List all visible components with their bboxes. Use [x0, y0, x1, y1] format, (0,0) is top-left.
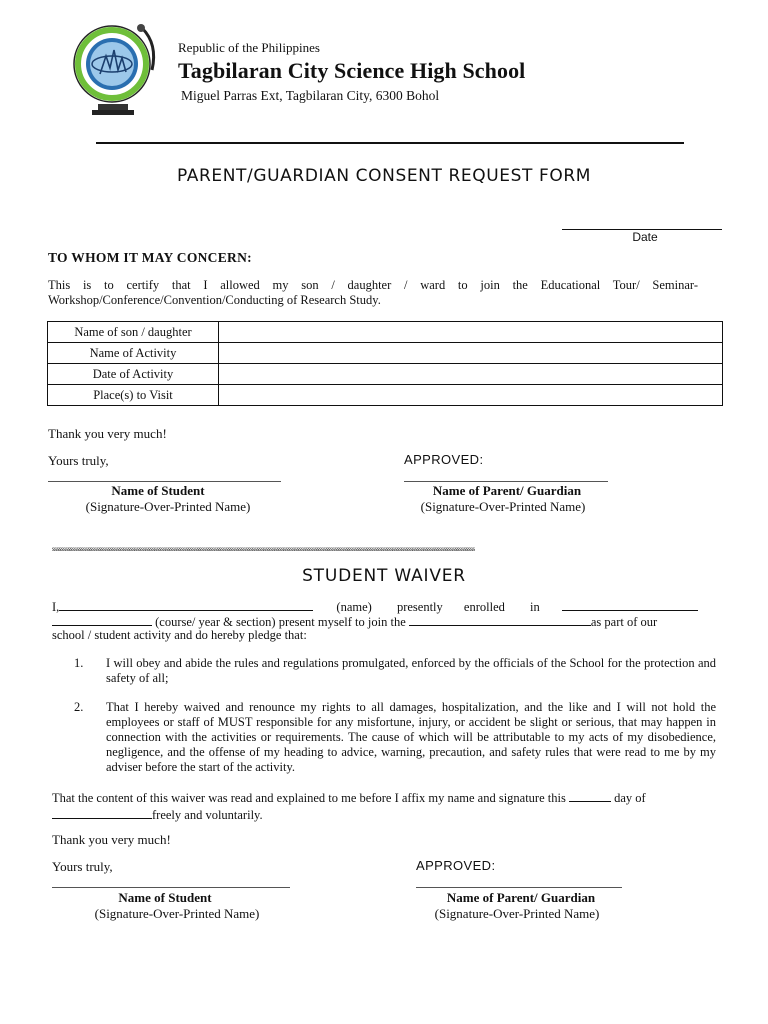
- thank-you-text: Thank you very much!: [48, 426, 167, 441]
- waiver-parent-signature-line[interactable]: [416, 887, 622, 888]
- cut-separator: ssssssssssssssssssssssssssssssssssssssssssssssssssssssssssssssssssssssssssssssssssssssssssssssssssssssssssssssssssssssssssssssssssssssssssssssssssssssssssssssssssssssssssssssssssssssssssssss: [52, 545, 475, 553]
- waiver-as-part-text: as part of our: [590, 615, 658, 629]
- activity-blank[interactable]: [409, 613, 591, 626]
- waiver-thank-you-text: Thank you very much!: [52, 832, 171, 847]
- waiver-in-text: in: [530, 600, 540, 614]
- table-row-label: Name of Activity: [48, 343, 219, 364]
- waiver-item-text: That I hereby waived and renounce my rights to all damages, hospitalization, and the like and I will not hold the employees or staff of MUST responsible for any misfortune, injury, or accident be slight or serious, that may happen in connection with the activities or requirements. The cause of which will be attributable to my acts of my disobedience, negligence, and the offense of my heading to advice, warning, precaution, and safety rules that were read to me by my adviser before the start of the activity.: [106, 700, 716, 774]
- course-section-blank[interactable]: [52, 613, 152, 626]
- waiver-title: STUDENT WAIVER: [302, 566, 466, 586]
- waiver-name-label: (name): [336, 600, 372, 614]
- waiver-line-3: school / student activity and do hereby pledge that:: [52, 628, 307, 642]
- activity-name-field[interactable]: [219, 343, 723, 364]
- table-row: [48, 322, 723, 343]
- table-row: [48, 385, 723, 406]
- student-signature-label: Name of Student: [111, 483, 205, 498]
- waiver-present-text: present myself to join the: [278, 615, 406, 629]
- school-seal-logo: [72, 20, 162, 118]
- activity-details-table: [47, 321, 723, 406]
- waiver-student-signature-label: Name of Student: [118, 890, 212, 905]
- activity-date-field[interactable]: [219, 364, 723, 385]
- waiver-parent-signature-label: Name of Parent/ Guardian: [446, 890, 596, 905]
- parent-signature-caption: (Signature-Over-Printed Name): [420, 499, 586, 514]
- waiver-yours-truly-text: Yours truly,: [52, 859, 113, 874]
- waiver-item-1: [74, 656, 716, 686]
- waiver-student-signature-caption: (Signature-Over-Printed Name): [94, 906, 260, 921]
- table-row-label: Name of son / daughter: [48, 322, 219, 343]
- yours-truly-text: Yours truly,: [48, 453, 109, 468]
- waiver-presently-text: presently: [396, 600, 443, 614]
- school-name: Tagbilaran City Science High School: [178, 58, 526, 83]
- school-address: Miguel Parras Ext, Tagbilaran City, 6300 Bohol: [181, 88, 440, 103]
- waiver-course-label: (course/ year & section): [155, 615, 276, 629]
- student-name-field[interactable]: [219, 322, 723, 343]
- waiver-parent-signature-caption: (Signature-Over-Printed Name): [434, 906, 600, 921]
- student-signature-line[interactable]: [48, 481, 281, 482]
- student-name-blank[interactable]: [59, 598, 313, 611]
- table-row: [48, 343, 723, 364]
- content-text-part1: That the content of this waiver was read and explained to me before I affix my name and signature this: [52, 791, 566, 805]
- consent-form-title: PARENT/GUARDIAN CONSENT REQUEST FORM: [176, 166, 592, 186]
- date-label: Date: [632, 230, 658, 244]
- places-to-visit-field[interactable]: [219, 385, 723, 406]
- waiver-content-statement: [52, 789, 718, 823]
- waiver-item-text: I will obey and abide the rules and regulations promulgated, enforced by the officials of the School for the protection and safety of all;: [106, 656, 716, 685]
- waiver-enrolled-text: enrolled: [463, 600, 505, 614]
- parent-signature-line[interactable]: [404, 481, 608, 482]
- table-row: [48, 364, 723, 385]
- content-day-of-text: day of: [614, 791, 646, 805]
- student-signature-caption: (Signature-Over-Printed Name): [85, 499, 251, 514]
- waiver-i-text: I,: [52, 600, 60, 614]
- waiver-item-number: 2.: [74, 700, 84, 714]
- header-divider: [96, 142, 684, 144]
- content-text-part2: freely and voluntarily.: [152, 808, 263, 822]
- waiver-item-2: [74, 700, 716, 775]
- waiver-item-number: 1.: [74, 656, 84, 670]
- day-blank[interactable]: [569, 789, 611, 802]
- enrolled-in-blank[interactable]: [562, 598, 698, 611]
- table-row-label: Place(s) to Visit: [48, 385, 219, 406]
- parent-signature-label: Name of Parent/ Guardian: [432, 483, 582, 498]
- table-row-label: Date of Activity: [48, 364, 219, 385]
- waiver-student-signature-line[interactable]: [52, 887, 290, 888]
- salutation: TO WHOM IT MAY CONCERN:: [48, 250, 252, 265]
- republic-text: Republic of the Philippines: [178, 40, 320, 55]
- month-blank[interactable]: [52, 806, 152, 819]
- approved-label: APPROVED:: [404, 452, 484, 467]
- certify-paragraph: This is to certify that I allowed my son / daughter / ward to join the Educational Tour/ Seminar-Workshop/Conference/Convention/Conducting of Research Study.: [48, 278, 698, 307]
- waiver-approved-label: APPROVED:: [416, 858, 496, 873]
